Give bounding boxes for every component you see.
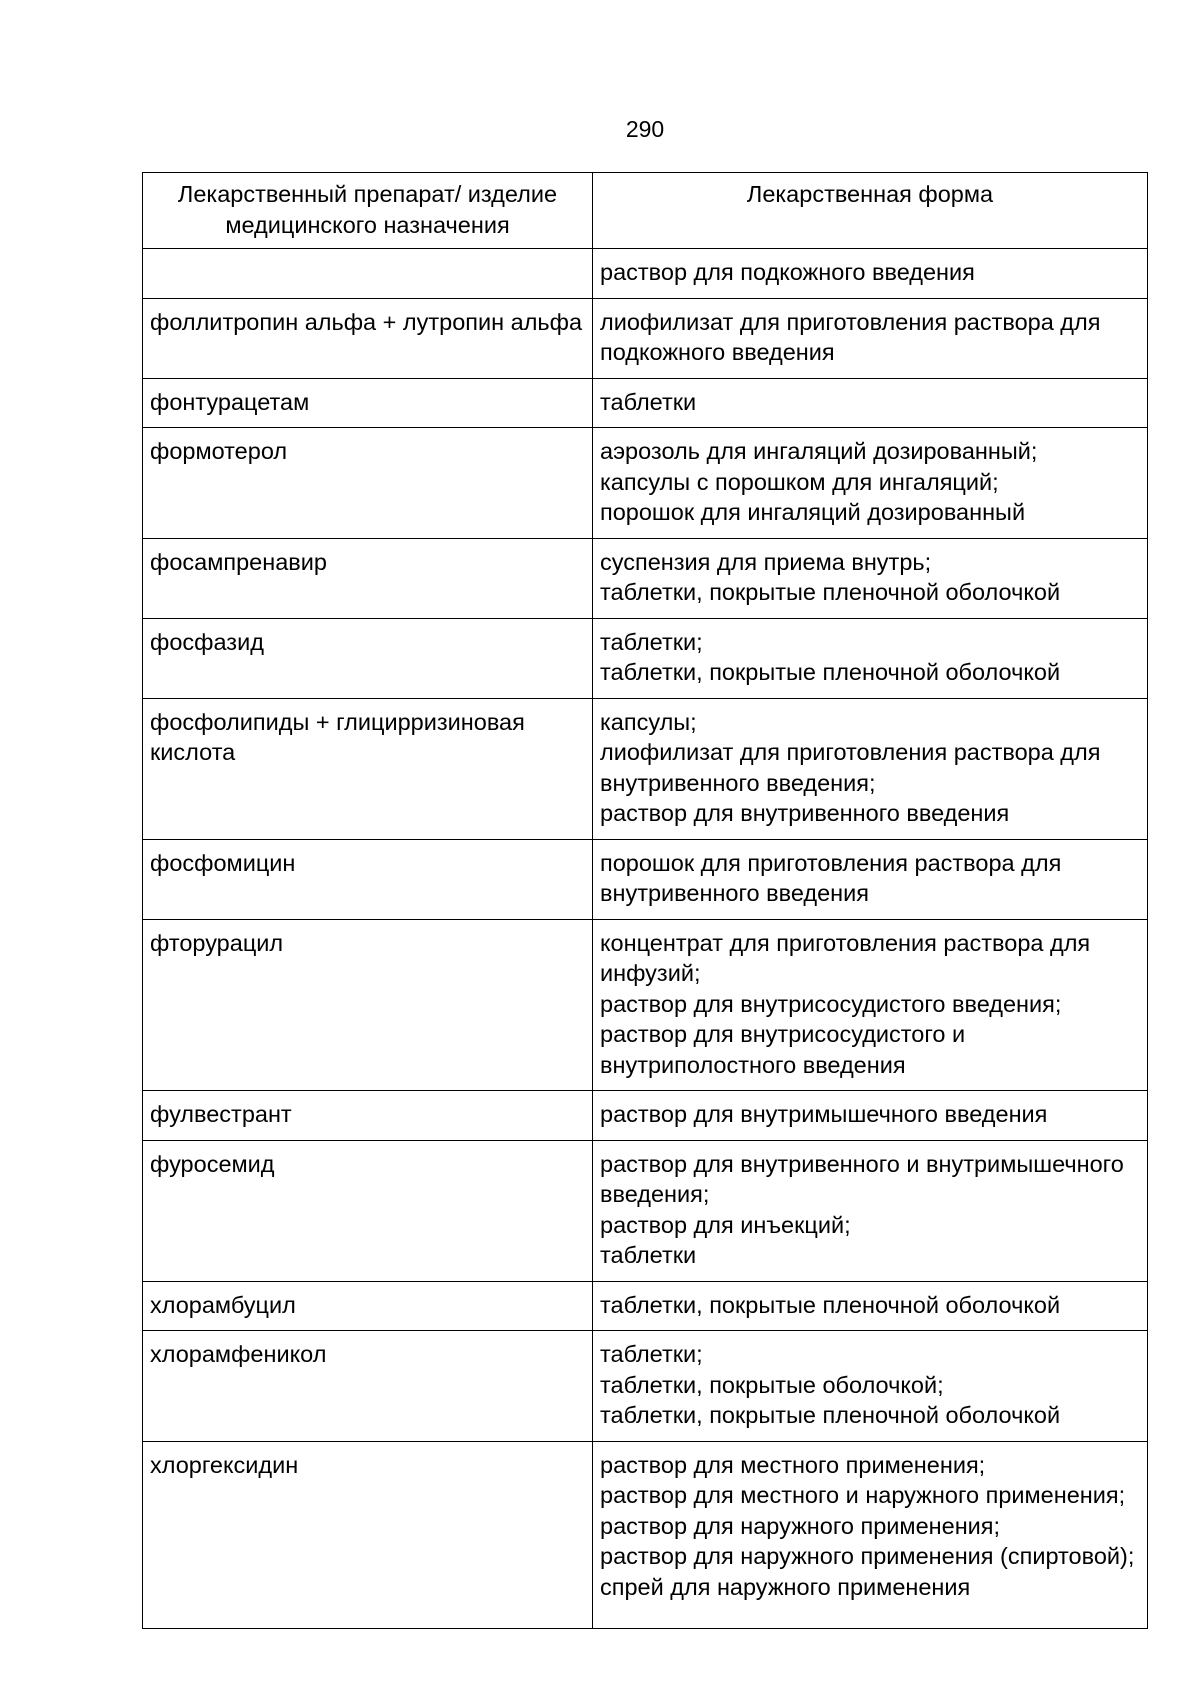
dosage-form-line: таблетки; [600,628,703,655]
table-row [143,1441,1148,1629]
drug-name-cell: фосфолипиды + глицирризиновая кислота [143,698,593,839]
dosage-form-line: капсулы с порошком для ингаляций; [600,468,999,495]
dosage-form-line: суспензия для приема внутрь; [600,548,932,575]
table-row [143,1281,1148,1331]
dosage-form-cell [593,618,1148,698]
drug-name-cell: фоллитропин альфа + лутропин альфа [143,298,593,378]
dosage-form-line: аэрозоль для ингаляций дозированный; [600,438,1038,464]
dosage-form-line: раствор для внутрисосудистого и внутриполостного введения [600,1021,966,1078]
dosage-form-line: раствор для внутривенного введения [600,800,1010,826]
dosage-form-line: лиофилизат для приготовления раствора для подкожного введения [600,308,1101,365]
drug-table [142,172,1148,1629]
page-number: 290 [625,116,665,142]
dosage-form-line: концентрат для приготовления раствора для инфузий; [600,929,1091,986]
dosage-form-line: таблетки, покрытые пленочной оболочкой [600,659,1061,685]
table-row [143,249,1148,299]
drug-name-cell: фосфомицин [143,839,593,919]
table-row [143,298,1148,378]
table-body [143,249,1148,1629]
dosage-form-cell [593,1091,1148,1141]
drug-name-cell: хлорамфеникол [143,1331,593,1442]
table-row [143,378,1148,428]
dosage-form-line: раствор для внутримышечного введения [600,1101,1048,1127]
dosage-form-line: таблетки, покрытые пленочной оболочкой [600,1402,1061,1428]
table-header-row [143,173,1148,249]
dosage-form-line: порошок для ингаляций дозированный [600,499,1026,525]
dosage-form-cell [593,1441,1148,1629]
header-form: Лекарственная форма [593,173,1148,249]
dosage-form-line: раствор для внутривенного и внутримышечного введения; [600,1150,1124,1207]
dosage-form-line: раствор для инъекций; [600,1211,851,1238]
dosage-form-line: таблетки, покрытые пленочной оболочкой [600,579,1061,605]
dosage-form-line: раствор для внутрисосудистого введения; [600,990,1062,1017]
table-row [143,1331,1148,1442]
drug-name-cell: фулвестрант [143,1091,593,1141]
dosage-form-cell [593,298,1148,378]
table-row [143,919,1148,1091]
table-row [143,698,1148,839]
table-row [143,1091,1148,1141]
dosage-form-line: спрей для наружного применения [600,1573,971,1600]
dosage-form-cell [593,839,1148,919]
drug-name-cell: формотерол [143,428,593,539]
dosage-form-cell [593,1281,1148,1331]
dosage-form-cell [593,1140,1148,1281]
drug-name-cell [143,249,593,299]
dosage-form-line: раствор для наружного применения; [600,1512,1001,1539]
dosage-form-cell [593,538,1148,618]
dosage-form-line: капсулы; [600,708,697,735]
dosage-form-line: таблетки, покрытые оболочкой; [600,1371,944,1398]
drug-name-cell: хлорамбуцил [143,1281,593,1331]
table-row [143,538,1148,618]
dosage-form-line: раствор для наружного применения (спиртовой); [600,1543,1135,1569]
dosage-form-line: раствор для местного и наружного применения; [600,1482,1126,1508]
dosage-form-cell [593,1331,1148,1442]
drug-name-cell: фторурацил [143,919,593,1091]
dosage-form-line: порошок для приготовления раствора для внутривенного введения [600,849,1062,906]
dosage-form-cell [593,919,1148,1091]
dosage-form-cell [593,249,1148,299]
table-row [143,839,1148,919]
drug-name-cell: фосампренавир [143,538,593,618]
dosage-form-cell [593,378,1148,428]
drug-name-cell: фосфазид [143,618,593,698]
dosage-form-line: лиофилизат для приготовления раствора для внутривенного введения; [600,739,1101,796]
table-row [143,428,1148,539]
dosage-form-line: раствор для местного применения; [600,1451,986,1478]
table-row [143,618,1148,698]
table-row [143,1140,1148,1281]
drug-name-cell: фонтурацетам [143,378,593,428]
drug-name-cell: фуросемид [143,1140,593,1281]
dosage-form-cell [593,698,1148,839]
dosage-form-line: таблетки [600,388,697,415]
dosage-form-line: таблетки [600,1242,697,1268]
dosage-form-line: таблетки; [600,1341,703,1367]
dosage-form-cell [593,428,1148,539]
header-drug: Лекарственный препарат/ изделие медицинского назначения [143,173,593,249]
dosage-form-line: таблетки, покрытые пленочной оболочкой [600,1291,1061,1318]
drug-name-cell: хлоргексидин [143,1441,593,1629]
dosage-form-line: раствор для подкожного введения [600,259,975,285]
